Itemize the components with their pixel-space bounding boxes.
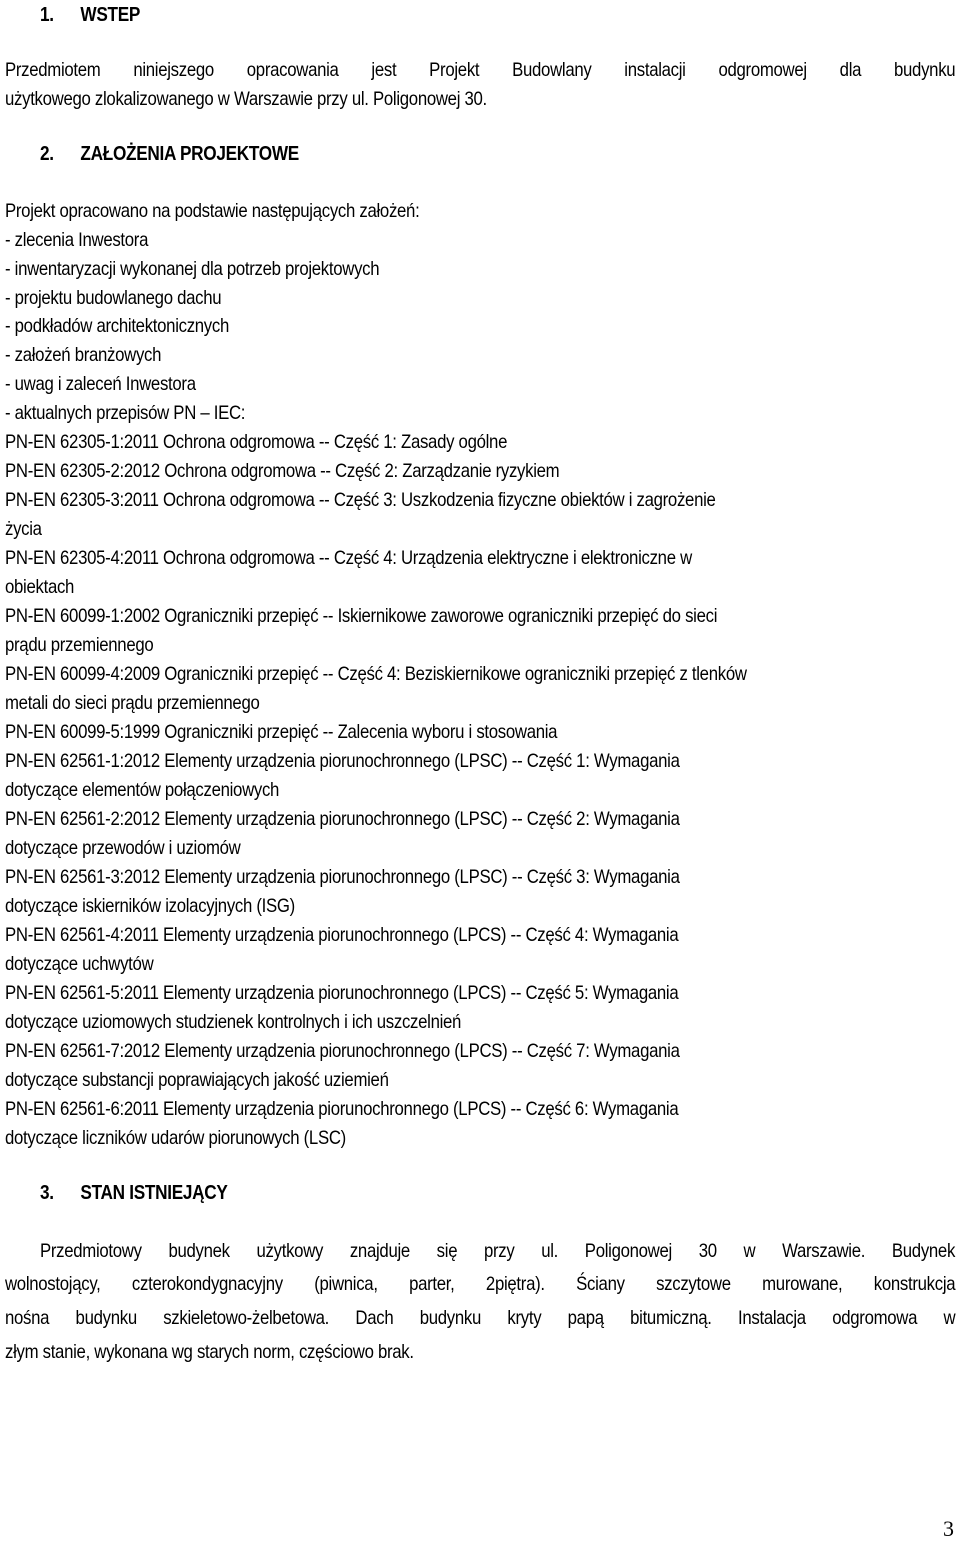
standard-line: PN-EN 60099-5:1999 Ograniczniki przepięć -- Zalecenia wyboru i stosowania <box>5 721 558 743</box>
standard-line: PN-EN 62561-6:2011 Elementy urządzenia piorunochronnego (LPCS) -- Część 6: Wymagania <box>5 1098 679 1120</box>
section-3-line-4: złym stanie, wykonana wg starych norm, częściowo brak. <box>5 1341 414 1363</box>
section-1-paragraph-line-1: Przedmiotem niniejszego opracowania jest Projekt Budowlany instalacji odgromowej dla budynku <box>5 59 956 81</box>
standard-line-continuation: życia <box>5 518 42 540</box>
standard-line: PN-EN 62561-4:2011 Elementy urządzenia piorunochronnego (LPCS) -- Część 4: Wymagania <box>5 924 679 946</box>
standard-line: PN-EN 62561-5:2011 Elementy urządzenia piorunochronnego (LPCS) -- Część 5: Wymagania <box>5 982 679 1004</box>
standard-line-continuation: dotyczące iskierników izolacyjnych (ISG) <box>5 895 295 917</box>
standard-line: PN-EN 62305-4:2011 Ochrona odgromowa -- Część 4: Urządzenia elektryczne i elektroniczne w <box>5 547 692 569</box>
standard-line-continuation: metali do sieci prądu przemiennego <box>5 692 260 714</box>
standard-line: PN-EN 62561-7:2012 Elementy urządzenia piorunochronnego (LPCS) -- Część 7: Wymagania <box>5 1040 680 1062</box>
section-3-number: 3. <box>40 1182 54 1204</box>
section-1-heading <box>40 4 140 27</box>
standard-line-continuation: dotyczące uchwytów <box>5 953 154 975</box>
standard-line: PN-EN 62305-3:2011 Ochrona odgromowa -- Część 3: Uszkodzenia fizyczne obiektów i zagrożenie <box>5 489 716 511</box>
assumption-item: - zlecenia Inwestora <box>5 229 149 251</box>
section-2-heading <box>40 143 299 166</box>
standard-line-continuation: dotyczące przewodów i uziomów <box>5 837 241 859</box>
section-1-paragraph <box>5 58 955 82</box>
standard-line-continuation: obiektach <box>5 576 75 598</box>
assumption-item: - założeń branżowych <box>5 344 162 366</box>
standard-line: PN-EN 62305-1:2011 Ochrona odgromowa -- Część 1: Zasady ogólne <box>5 431 508 453</box>
section-3-title: STAN ISTNIEJĄCY <box>80 1182 228 1204</box>
standard-line-continuation: dotyczące uziomowych studzienek kontrolnych i ich uszczelnień <box>5 1011 462 1033</box>
standard-line: PN-EN 62561-1:2012 Elementy urządzenia piorunochronnego (LPSC) -- Część 1: Wymagania <box>5 750 680 772</box>
section-2-title: ZAŁOŻENIA PROJEKTOWE <box>80 143 299 165</box>
section-3-line-2: wolnostojący, czterokondygnacyjny (piwnica, parter, 2piętra). Ściany szczytowe murowane, konstrukcja <box>5 1273 956 1295</box>
section-3-line-3: nośna budynku szkieletowo-żelbetowa. Dach budynku kryty papą bitumiczną. Instalacja odgromowa w <box>5 1307 956 1329</box>
standard-line-continuation: dotyczące substancji poprawiających jakość uziemień <box>5 1069 389 1091</box>
section-1-number: 1. <box>40 4 54 26</box>
section-1-paragraph-line-2: użytkowego zlokalizowanego w Warszawie przy ul. Poligonowej 30. <box>5 88 487 110</box>
assumptions-intro: Projekt opracowano na podstawie następujących założeń: <box>5 200 420 222</box>
standard-line: PN-EN 62305-2:2012 Ochrona odgromowa -- Część 2: Zarządzanie ryzykiem <box>5 460 560 482</box>
standard-line-continuation: dotyczące elementów połączeniowych <box>5 779 280 801</box>
section-2-number: 2. <box>40 143 54 165</box>
assumption-item: - uwag i zaleceń Inwestora <box>5 373 196 395</box>
assumption-item: - aktualnych przepisów PN – IEC: <box>5 402 246 424</box>
section-3-heading <box>40 1182 228 1205</box>
assumption-item: - projektu budowlanego dachu <box>5 287 222 309</box>
standard-line: PN-EN 60099-1:2002 Ograniczniki przepięć -- Iskiernikowe zaworowe ograniczniki przepięć do sieci <box>5 605 718 627</box>
standard-line: PN-EN 62561-2:2012 Elementy urządzenia piorunochronnego (LPSC) -- Część 2: Wymagania <box>5 808 680 830</box>
section-3-line-1: Przedmiotowy budynek użytkowy znajduje się przy ul. Poligonowej 30 w Warszawie. Budynek <box>40 1240 956 1262</box>
standard-line-continuation: prądu przemiennego <box>5 634 154 656</box>
page-number: 3 <box>943 1516 954 1541</box>
assumption-item: - podkładów architektonicznych <box>5 315 230 337</box>
standard-line: PN-EN 62561-3:2012 Elementy urządzenia piorunochronnego (LPSC) -- Część 3: Wymagania <box>5 866 680 888</box>
standard-line-continuation: dotyczące liczników udarów piorunowych (LSC) <box>5 1127 346 1149</box>
section-1-title: WSTEP <box>80 4 141 26</box>
assumption-item: - inwentaryzacji wykonanej dla potrzeb projektowych <box>5 258 380 280</box>
standard-line: PN-EN 60099-4:2009 Ograniczniki przepięć -- Część 4: Beziskiernikowe ograniczniki przepięć z tlenków <box>5 663 747 685</box>
